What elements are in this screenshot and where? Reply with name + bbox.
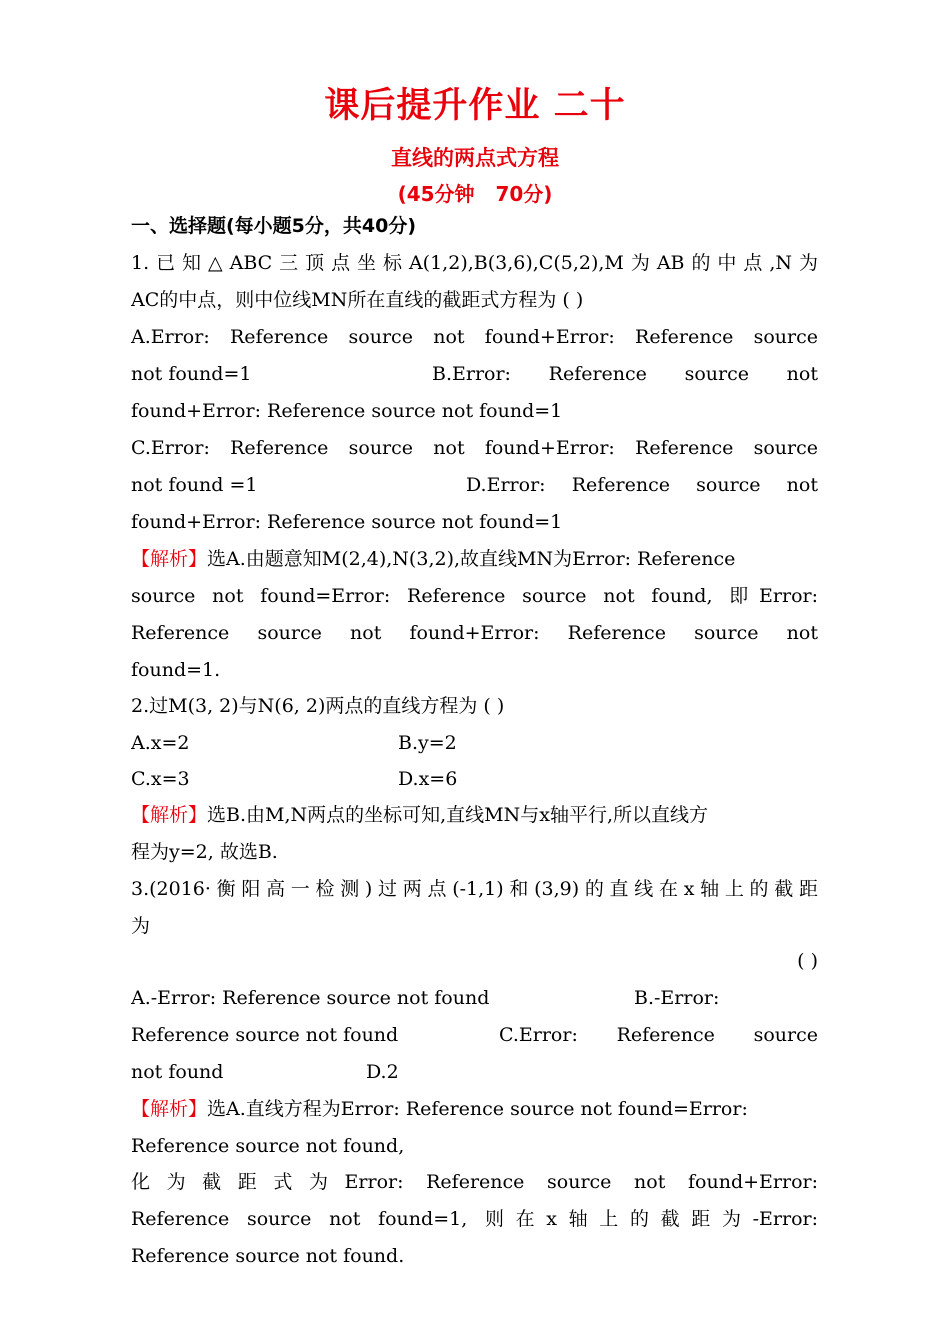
q1-analysis-line-3: Reference source not found+Error: Reference source not — [131, 622, 818, 644]
q1-analysis-line-4: found=1. — [131, 659, 221, 681]
q3-answer-paren: ( ) — [797, 950, 818, 972]
q3-option-b-tail: Reference source not found — [131, 1024, 399, 1046]
q1-option-line-4: C.Error: Reference source not found+Error: Reference source — [131, 437, 818, 459]
time-score-info: (45分钟 70分) — [397, 182, 553, 206]
q3-option-d: D.2 — [366, 1061, 399, 1083]
q1-option-line-3: found+Error: Reference source not found=1 — [131, 400, 563, 422]
q1-analysis-tag: 【解析】 — [131, 548, 208, 570]
q2-stem: 2.过M(3, 2)与N(6, 2)两点的直线方程为 ( ) — [131, 695, 505, 717]
q1-stem-line-1: 1.已知△ABC三顶点坐标A(1,2),B(3,6),C(5,2),M为AB的中点,N为 — [131, 252, 818, 274]
q3-analysis-line-1 — [131, 1096, 818, 1122]
q1-option-b-start: B.Error: Reference source not — [432, 363, 818, 385]
q1-stem-line-2: AC的中点，则中位线MN所在直线的截距式方程为 ( ) — [131, 289, 584, 311]
q3-option-c-tail: not found — [131, 1061, 224, 1083]
q1-option-line-6: found+Error: Reference source not found=1 — [131, 511, 563, 533]
q3-option-line-1 — [131, 985, 818, 1011]
q3-option-line-3 — [131, 1059, 818, 1085]
q2-analysis-line-2: 程为y=2, 故选B. — [131, 841, 278, 863]
q3-option-b-start: B.-Error: — [634, 987, 720, 1009]
q2-option-a: A.x=2 — [131, 732, 190, 754]
q3-analysis-line-2: Reference source not found, — [131, 1135, 405, 1157]
q1-option-line-1: A.Error: Reference source not found+Error: Reference source — [131, 326, 818, 348]
q3-analysis-line-3: 化为截距式为Error: Reference source not found+Error: — [131, 1171, 818, 1193]
q1-analysis-line-1 — [131, 546, 818, 572]
q2-options-row-1 — [131, 730, 818, 756]
q2-analysis-tag: 【解析】 — [131, 804, 208, 826]
q3-analysis-text-1: 选A.直线方程为Error: Reference source not found=Error: — [207, 1098, 748, 1120]
q3-stem-line-2: 为 — [131, 915, 151, 937]
q3-stem-line-1: 3.(2016·衡阳高一检测)过两点(-1,1)和(3,9)的直线在x轴上的截距 — [131, 878, 818, 900]
q1-option-d-start: D.Error: Reference source not — [466, 474, 818, 496]
q3-analysis-line-4: Reference source not found=1, 则在x轴上的截距为-Error: — [131, 1208, 818, 1230]
q2-option-b: B.y=2 — [398, 732, 457, 754]
q2-option-d: D.x=6 — [398, 768, 458, 790]
q1-analysis-text-1: 选A.由题意知M(2,4),N(3,2),故直线MN为Error: Reference — [207, 548, 736, 570]
q1-option-line-2 — [131, 361, 818, 387]
q3-analysis-line-5: Reference source not found. — [131, 1245, 405, 1267]
q3-option-a: A.-Error: Reference source not found — [131, 987, 490, 1009]
q1-option-line-5 — [131, 472, 818, 498]
q3-analysis-tag: 【解析】 — [131, 1098, 208, 1120]
section-heading: 一、选择题(每小题5分，共40分) — [131, 215, 417, 237]
q2-analysis-text-1: 选B.由M,N两点的坐标可知,直线MN与x轴平行,所以直线方 — [207, 804, 709, 826]
q2-analysis-line-1 — [131, 802, 818, 828]
q3-option-line-2 — [131, 1022, 818, 1048]
page-title: 课后提升作业 二十 — [324, 86, 626, 126]
q2-options-row-2 — [131, 766, 818, 792]
q1-analysis-line-2: source not found=Error: Reference source not found, 即Error: — [131, 585, 818, 607]
lesson-subtitle: 直线的两点式方程 — [391, 146, 559, 170]
q1-option-a-tail: not found=1 — [131, 363, 252, 385]
q3-option-c-start: C.Error: Reference source — [499, 1024, 818, 1046]
q1-option-c-tail: not found =1 — [131, 474, 258, 496]
q2-option-c: C.x=3 — [131, 768, 190, 790]
